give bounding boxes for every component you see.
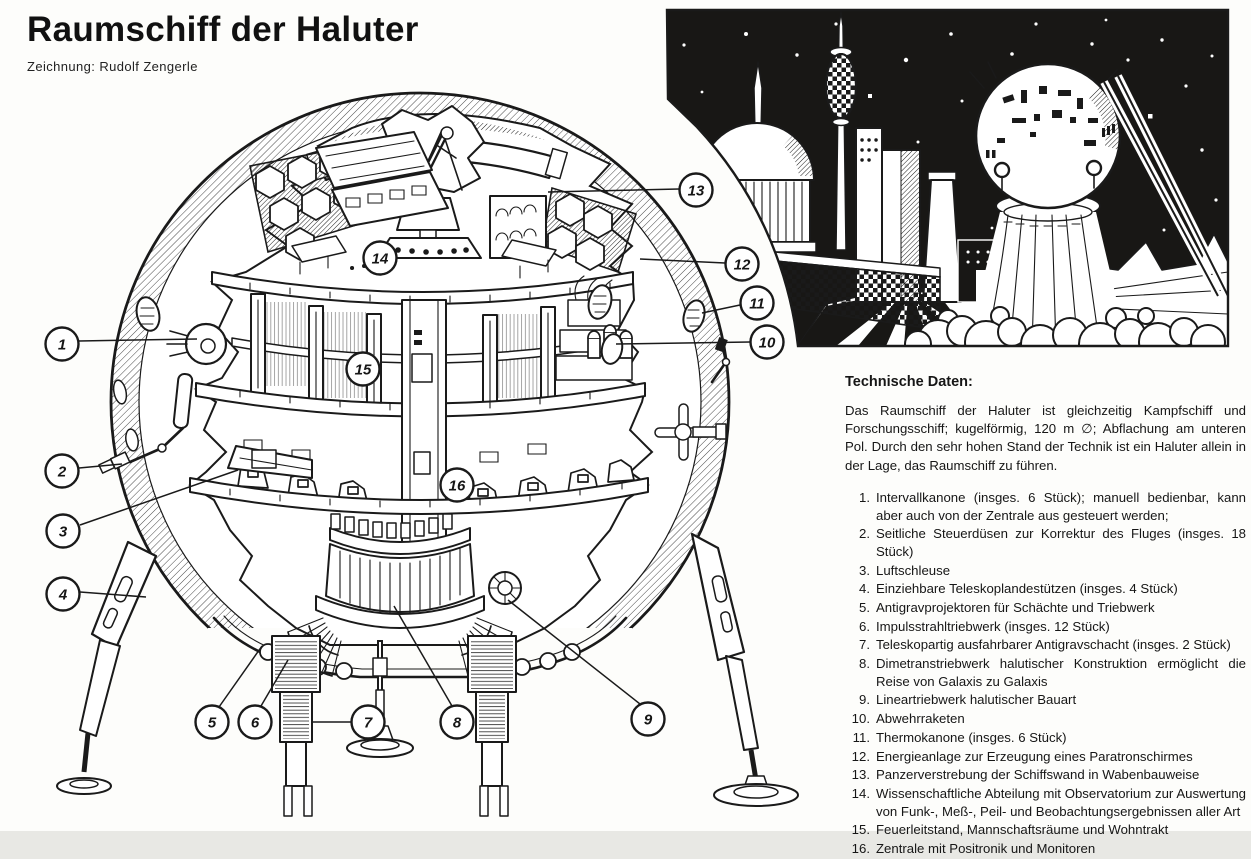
tech-item: 5. Antigravprojektoren für Schächte und Triebwerk [859, 600, 1155, 615]
tech-item: 14. Wissenschaftliche Abteilung mit Observatorium zur Auswertung von Funk-, Meß-, Peil- und Beobachtungsergebnissen aller Art [851, 785, 1246, 819]
svg-text:5: 5 [207, 714, 217, 732]
svg-text:8: 8 [452, 714, 462, 732]
tech-item: 1. Intervallkanone (insges. 6 Stück); manuell bedienbar, kann aber auch von der Zentrale aus gesteuert werden; [859, 489, 1246, 523]
credit-line: Zeichnung: Rudolf Zengerle [27, 59, 198, 74]
tech-item: 2. Seitliche Steuerdüsen zur Korrektur des Fluges (insges. 18 Stück) [859, 526, 1246, 559]
callout-6 [239, 706, 272, 739]
tech-item: 10. Abwehrraketen [851, 711, 965, 727]
callout-7 [352, 706, 385, 739]
callout-14 [364, 242, 397, 275]
svg-text:2: 2 [57, 463, 67, 481]
svg-text:13: 13 [687, 182, 705, 200]
svg-text:3: 3 [58, 523, 68, 541]
callout-15 [347, 353, 380, 386]
tech-item: 9. Lineartriebwerk halutischer Bauart [859, 692, 1077, 708]
page-title: Raumschiff der Haluter [27, 10, 419, 49]
svg-text:16: 16 [448, 477, 466, 495]
callout-9 [632, 703, 665, 736]
callout-1 [46, 328, 79, 361]
callout-11 [741, 287, 774, 320]
tech-list [845, 489, 1246, 858]
svg-text:9: 9 [643, 711, 653, 729]
svg-text:14: 14 [371, 250, 389, 268]
svg-text:7: 7 [363, 714, 373, 732]
callout-4 [47, 578, 80, 611]
callout-16 [441, 469, 474, 502]
tech-item: 6. Impulsstrahltriebwerk (insges. 12 Stück) [859, 618, 1110, 634]
tech-heading: Technische Daten: [845, 374, 973, 390]
tech-item: 3. Luftschleuse [859, 562, 951, 578]
tech-intro: Das Raumschiff der Haluter ist gleichzeitig Kampfschiff und Forschungsschiff; kugelförmig, 120 m ∅; Abflachung am unteren Pol. Durch den sehr hohen Stand der Technik ist ein Haluter allein in der Lage, das Raumschiff zu führen. [845, 403, 1246, 473]
tech-item: 7. Teleskopartig ausfahrbarer Antigravschacht (insges. 2 Stück) [859, 637, 1231, 653]
svg-text:10: 10 [758, 334, 776, 352]
svg-text:11: 11 [749, 295, 765, 313]
tech-item: 11. Thermokanone (insges. 6 Stück) [852, 729, 1067, 745]
tech-item: 8. Dimetranstriebwerk halutischer Konstruktion ermöglicht die Reise von Galaxis zu Galaxis [859, 656, 1246, 689]
svg-text:6: 6 [250, 714, 260, 732]
tech-item: 12. Energieanlage zur Erzeugung eines Paratronschirmes [851, 748, 1193, 764]
tech-item: 16. Zentrale mit Positronik und Monitoren [851, 840, 1096, 856]
tech-item: 13. Panzerverstrebung der Schiffswand in Wabenbauweise [851, 767, 1200, 783]
svg-text:12: 12 [733, 256, 751, 274]
callout-2 [46, 455, 79, 488]
callout-5 [196, 706, 229, 739]
callout-3 [47, 515, 80, 548]
tech-item: 4. Einziehbare Teleskoplandestützen (insges. 4 Stück) [859, 581, 1178, 597]
callout-13 [680, 174, 713, 207]
callout-12 [726, 248, 759, 281]
svg-text:15: 15 [354, 361, 372, 379]
svg-text:1: 1 [57, 336, 67, 354]
tech-item: 15. Feuerleitstand, Mannschaftsräume und Wohntrakt [851, 822, 1169, 838]
callout-10 [751, 326, 784, 359]
callout-8 [441, 706, 474, 739]
svg-text:4: 4 [58, 586, 68, 604]
technical-data-panel [845, 374, 1246, 859]
